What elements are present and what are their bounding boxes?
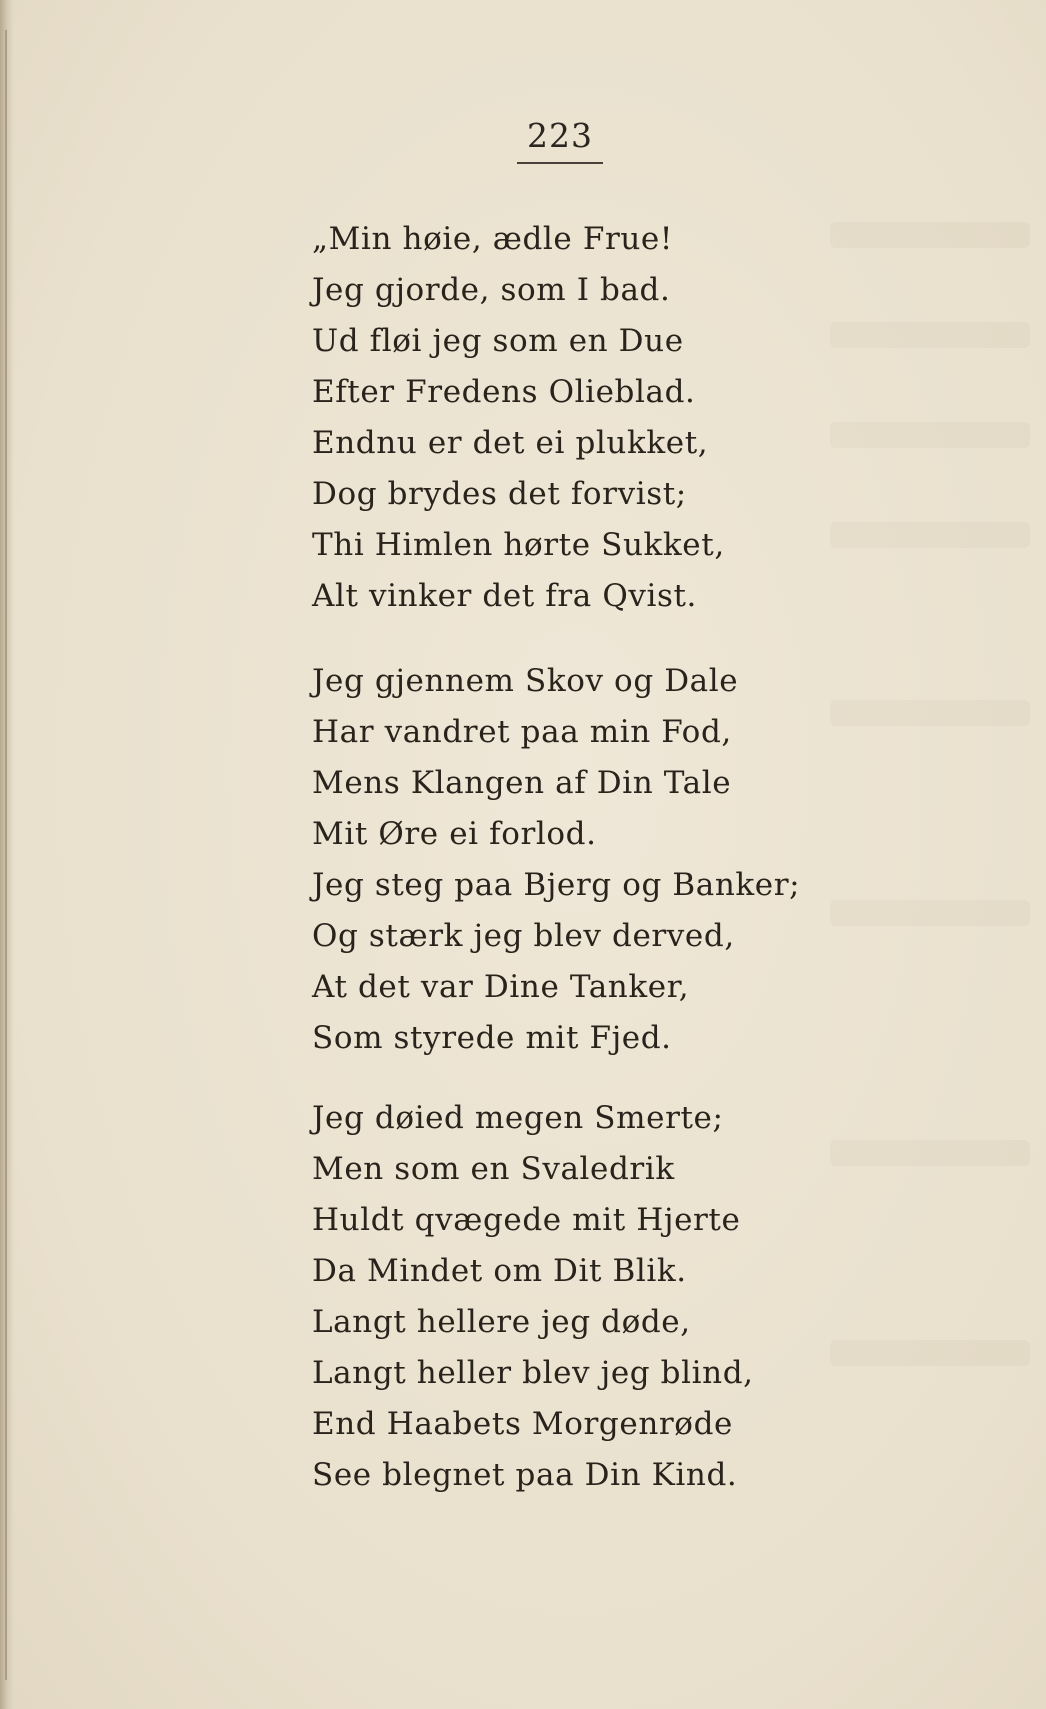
- poem-line: Huldt qvægede mit Hjerte: [312, 1202, 741, 1238]
- binding-edge: [5, 30, 7, 1680]
- poem-line: Langt hellere jeg døde,: [312, 1304, 691, 1340]
- poem-line: Thi Himlen hørte Sukket,: [312, 527, 725, 563]
- book-spine-shadow: [0, 0, 14, 1709]
- stanza-2: [312, 656, 800, 1064]
- poem-line: Mit Øre ei forlod.: [312, 816, 597, 852]
- poem-line: Langt heller blev jeg blind,: [312, 1355, 754, 1391]
- bleed-through: [830, 1140, 1030, 1166]
- bleed-through: [830, 422, 1030, 448]
- page-number: 223: [527, 116, 593, 155]
- poem-line: Men som en Svaledrik: [312, 1151, 675, 1187]
- bleed-through: [830, 322, 1030, 348]
- bleed-through: [830, 222, 1030, 248]
- poem-line: Dog brydes det forvist;: [312, 476, 687, 512]
- poem-line: Har vandret paa min Fod,: [312, 714, 732, 750]
- poem-line: End Haabets Morgenrøde: [312, 1406, 733, 1442]
- poem-line: Alt vinker det fra Qvist.: [312, 578, 698, 614]
- poem-line: Og stærk jeg blev derved,: [312, 918, 735, 954]
- bleed-through: [830, 1340, 1030, 1366]
- poem-line: Mens Klangen af Din Tale: [312, 765, 732, 801]
- bleed-through: [830, 522, 1030, 548]
- bleed-through: [830, 900, 1030, 926]
- poem-line: Jeg gjennem Skov og Dale: [312, 663, 739, 699]
- poem-line: At det var Dine Tanker,: [312, 969, 690, 1005]
- poem-line: Jeg steg paa Bjerg og Banker;: [312, 867, 801, 903]
- poem-line: Ud fløi jeg som en Due: [312, 323, 684, 359]
- page-number-rule: [517, 162, 603, 164]
- poem-line: See blegnet paa Din Kind.: [312, 1457, 738, 1493]
- poem-line: Jeg gjorde, som I bad.: [312, 272, 671, 308]
- poem-line: Som styrede mit Fjed.: [312, 1020, 672, 1056]
- stanza-3: [312, 1093, 754, 1501]
- stanza-1: [312, 214, 725, 622]
- poem-line: Endnu er det ei plukket,: [312, 425, 709, 461]
- bleed-through: [830, 700, 1030, 726]
- poem-line: „Min høie, ædle Frue!: [312, 221, 673, 257]
- poem-line: Da Mindet om Dit Blik.: [312, 1253, 687, 1289]
- poem-line: Jeg døied megen Smerte;: [312, 1100, 724, 1136]
- poem-line: Efter Fredens Olieblad.: [312, 374, 696, 410]
